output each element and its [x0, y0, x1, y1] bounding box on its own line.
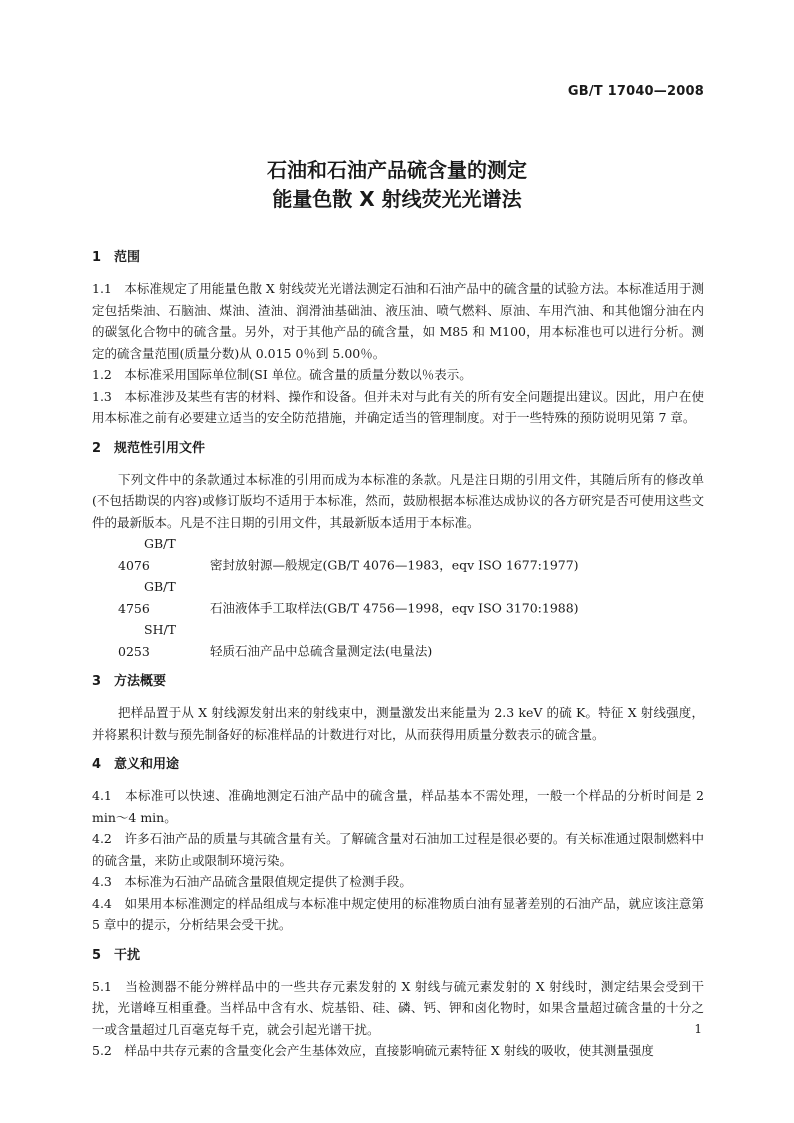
reference-item [92, 533, 704, 576]
document-title-line-2: 能量色散 X 射线荧光光谱法 [272, 187, 522, 211]
clause-5-2: 5.2 样品中共存元素的含量变化会产生基体效应，直接影响硫元素特征 X 射线的吸收，使其测量强度 [92, 1043, 654, 1058]
section-1-heading: 1 范围 [92, 250, 141, 265]
clause-1-3: 1.3 本标准涉及某些有害的材料、操作和设备。但并未对与此有关的所有安全问题提出建议。因此，用户在使用本标准之前有必要建立适当的安全防范措施，并确定适当的管理制度。对于一些特殊的预防说明见第 7 章。 [92, 388, 704, 425]
clause-4-4: 4.4 如果用本标准测定的样品组成与本标准中规定使用的标准物质白油有显著差别的石油产品，就应该注意第 5 章中的提示，分析结果会受干扰。 [92, 895, 704, 932]
section-5-heading: 5 干扰 [92, 947, 141, 963]
section-4-heading: 4 意义和用途 [92, 757, 180, 772]
document-title-line-1: 石油和石油产品硫含量的测定 [267, 158, 527, 182]
clause-4-1: 4.1 本标准可以快速、准确地测定石油产品中的硫含量，样品基本不需处理，一般一个样品的分析时间是 2 min～4 min。 [92, 788, 704, 825]
standard-number: GB/T 17040—2008 [567, 84, 704, 99]
reference-item [92, 619, 704, 662]
page-number: 1 [694, 1022, 702, 1036]
document-body [92, 248, 704, 1062]
section-2-heading: 2 规范性引用文件 [92, 440, 206, 456]
reference-title: 密封放射源—般规定(GB/T 4076—1983，eqv ISO 1677:1977) [210, 557, 579, 573]
reference-item [92, 576, 704, 619]
clause-1-1: 1.1 本标准规定了用能量色散 X 射线荧光光谱法测定石油和石油产品中的硫含量的试验方法。本标准适用于测定包括柴油、石脑油、煤油、渣油、润滑油基础油、液压油、喷气燃料、原油、车用汽油、和其他馏分油在内的碳氢化合物中的硫含量。另外，对于其他产品的硫含量，如 M85 和 M100，用本标准也可以进行分析。测定的硫含量范围(质量分数)从 0.015 0％到 5.00％。 [92, 281, 704, 361]
reference-title: 轻质石油产品中总硫含量测定法(电量法) [210, 643, 433, 659]
reference-code: GB/T 4756 [118, 579, 176, 616]
reference-title: 石油液体手工取样法(GB/T 4756—1998，eqv ISO 3170:1988) [210, 600, 579, 616]
reference-code: SH/T 0253 [118, 622, 177, 659]
clause-4-2: 4.2 许多石油产品的质量与其硫含量有关。了解硫含量对石油加工过程是很必要的。有关标准通过限制燃料中的硫含量，来防止或限制环境污染。 [92, 831, 704, 868]
section-3-paragraph: 把样品置于从 X 射线源发射出来的射线束中，测量激发出来能量为 2.3 keV 的硫 K。特征 X 射线强度，并将累积计数与预先制备好的标准样品的计数进行对比，从而获得用质量分数表示的硫含量。 [92, 705, 704, 742]
clause-5-1: 5.1 当检测器不能分辨样品中的一些共存元素发射的 X 射线与硫元素发射的 X 射线时，测定结果会受到干扰，光谱峰互相重叠。当样品中含有水、烷基铅、硅、磷、钙、钾和卤化物时，如果含量超过硫含量的十分之一或含量超过几百毫克每千克，就会引起光谱干扰。 [92, 978, 704, 1037]
section-2-paragraph: 下列文件中的条款通过本标准的引用而成为本标准的条款。凡是注日期的引用文件，其随后所有的修改单(不包括勘误的内容)或修订版均不适用于本标准，然而，鼓励根据本标准达成协议的各方研究是否可使用这些文件的最新版本。凡是不注日期的引用文件，其最新版本适用于本标准。 [92, 471, 704, 530]
clause-1-2: 1.2 本标准采用国际单位制(SI 单位。硫含量的质量分数以％表示。 [92, 367, 472, 382]
clause-4-3: 4.3 本标准为石油产品硫含量限值规定提供了检测手段。 [92, 874, 412, 889]
section-3-heading: 3 方法概要 [92, 674, 167, 689]
reference-code: GB/T 4076 [118, 536, 176, 573]
